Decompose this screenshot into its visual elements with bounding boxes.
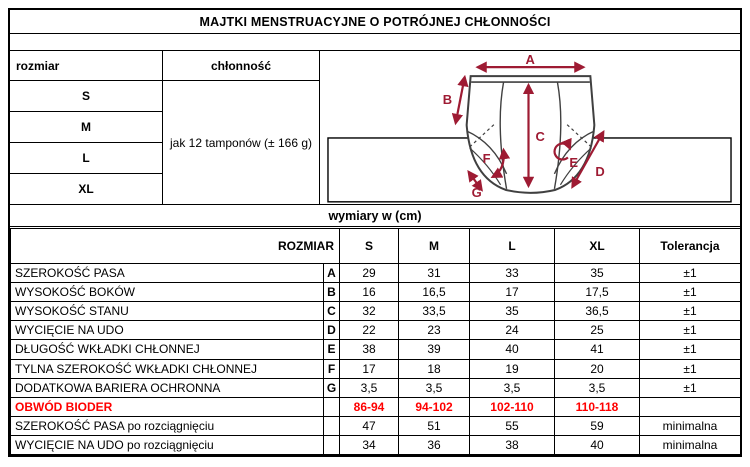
header-rozmiar: ROZMIAR — [11, 229, 340, 264]
value-tolerance: minimalna — [640, 416, 741, 435]
value-m: 31 — [399, 264, 470, 283]
value-s: 34 — [340, 435, 399, 454]
label-b: B — [442, 92, 453, 108]
value-xl: 59 — [555, 416, 640, 435]
value-l: 17 — [470, 283, 555, 302]
value-m: 33,5 — [399, 302, 470, 321]
table-row-hip-circumference — [11, 397, 741, 416]
value-tolerance: ±1 — [640, 302, 741, 321]
row-letter: B — [324, 283, 340, 302]
row-label: WYCIĘCIE NA UDO po rozciągnięciu — [11, 435, 324, 454]
table-row — [11, 378, 741, 397]
value-tolerance: ±1 — [640, 321, 741, 340]
value-l: 55 — [470, 416, 555, 435]
value-tolerance — [640, 397, 741, 416]
row-label: WYCIĘCIE NA UDO — [11, 321, 324, 340]
size-option-s: S — [10, 81, 162, 112]
table-row — [11, 340, 741, 359]
value-s: 22 — [340, 321, 399, 340]
upper-section — [10, 51, 740, 205]
row-letter: G — [324, 378, 340, 397]
value-m: 23 — [399, 321, 470, 340]
value-xl: 17,5 — [555, 283, 640, 302]
value-m: 18 — [399, 359, 470, 378]
row-letter: D — [324, 321, 340, 340]
label-e: E — [569, 154, 579, 170]
header-size-s: S — [340, 229, 399, 264]
value-s: 16 — [340, 283, 399, 302]
panties-diagram — [320, 51, 740, 205]
value-s: 38 — [340, 340, 399, 359]
value-s: 47 — [340, 416, 399, 435]
value-xl: 110-118 — [555, 397, 640, 416]
row-label: DŁUGOŚĆ WKŁADKI CHŁONNEJ — [11, 340, 324, 359]
value-s: 86-94 — [340, 397, 399, 416]
label-g: G — [471, 184, 482, 200]
table-row — [11, 264, 741, 283]
table-row — [11, 283, 741, 302]
value-tolerance: ±1 — [640, 359, 741, 378]
panties-outline — [467, 76, 595, 193]
value-l: 33 — [470, 264, 555, 283]
value-tolerance: ±1 — [640, 378, 741, 397]
row-label: WYSOKOŚĆ STANU — [11, 302, 324, 321]
row-label: DODATKOWA BARIERA OCHRONNA — [11, 378, 324, 397]
row-label: SZEROKOŚĆ PASA — [11, 264, 324, 283]
table-row — [11, 416, 741, 435]
value-m: 36 — [399, 435, 470, 454]
header-size-m: M — [399, 229, 470, 264]
value-tolerance: minimalna — [640, 435, 741, 454]
value-s: 32 — [340, 302, 399, 321]
value-tolerance: ±1 — [640, 264, 741, 283]
row-letter: F — [324, 359, 340, 378]
row-letter: A — [324, 264, 340, 283]
row-label: OBWÓD BIODER — [11, 397, 324, 416]
header-tolerance: Tolerancja — [640, 229, 741, 264]
row-letter — [324, 416, 340, 435]
label-d: D — [595, 163, 605, 179]
value-s: 17 — [340, 359, 399, 378]
value-l: 102-110 — [470, 397, 555, 416]
arrow-b — [456, 77, 465, 123]
absorbency-value-cell — [163, 81, 319, 204]
value-s: 3,5 — [340, 378, 399, 397]
size-column-header: rozmiar — [10, 51, 162, 81]
dimensions-caption: wymiary w (cm) — [10, 205, 740, 227]
row-label: WYSOKOŚĆ BOKÓW — [11, 283, 324, 302]
absorbency-column-header: chłonność — [163, 51, 319, 81]
value-xl: 25 — [555, 321, 640, 340]
measurements-header-row — [11, 229, 741, 264]
value-xl: 3,5 — [555, 378, 640, 397]
value-s: 29 — [340, 264, 399, 283]
row-letter — [324, 435, 340, 454]
size-option-m: M — [10, 112, 162, 143]
header-size-xl: XL — [555, 229, 640, 264]
label-c: C — [535, 128, 545, 144]
header-size-l: L — [470, 229, 555, 264]
diagram-region — [320, 51, 740, 204]
size-column — [10, 51, 163, 204]
size-option-xl: XL — [78, 182, 94, 196]
value-m: 51 — [399, 416, 470, 435]
value-l: 35 — [470, 302, 555, 321]
value-xl: 40 — [555, 435, 640, 454]
value-l: 38 — [470, 435, 555, 454]
row-letter: E — [324, 340, 340, 359]
value-l: 40 — [470, 340, 555, 359]
value-m: 3,5 — [399, 378, 470, 397]
value-l: 3,5 — [470, 378, 555, 397]
value-m: 39 — [399, 340, 470, 359]
row-label: SZEROKOŚĆ PASA po rozciągnięciu — [11, 416, 324, 435]
absorbency-column — [163, 51, 320, 204]
table-row — [11, 321, 741, 340]
value-m: 94-102 — [399, 397, 470, 416]
page-title: MAJTKI MENSTRUACYJNE O POTRÓJNEJ CHŁONNOŚCI — [10, 10, 740, 34]
value-xl: 36,5 — [555, 302, 640, 321]
row-letter — [324, 397, 340, 416]
row-letter: C — [324, 302, 340, 321]
value-l: 24 — [470, 321, 555, 340]
table-row — [11, 435, 741, 454]
value-xl: 41 — [555, 340, 640, 359]
value-tolerance: ±1 — [640, 283, 741, 302]
table-row — [11, 302, 741, 321]
label-a: A — [525, 52, 535, 68]
spacer-row — [10, 34, 740, 51]
measurements-table — [10, 228, 741, 455]
row-label: TYLNA SZEROKOŚĆ WKŁADKI CHŁONNEJ — [11, 359, 324, 378]
value-xl: 35 — [555, 264, 640, 283]
size-option-l: L — [10, 143, 162, 174]
value-l: 19 — [470, 359, 555, 378]
table-row — [11, 359, 741, 378]
table-outer-border — [8, 8, 742, 457]
value-m: 16,5 — [399, 283, 470, 302]
value-xl: 20 — [555, 359, 640, 378]
absorbency-value: jak 12 tamponów (± 166 g) — [170, 135, 312, 150]
value-tolerance: ±1 — [640, 340, 741, 359]
label-f: F — [482, 150, 491, 166]
